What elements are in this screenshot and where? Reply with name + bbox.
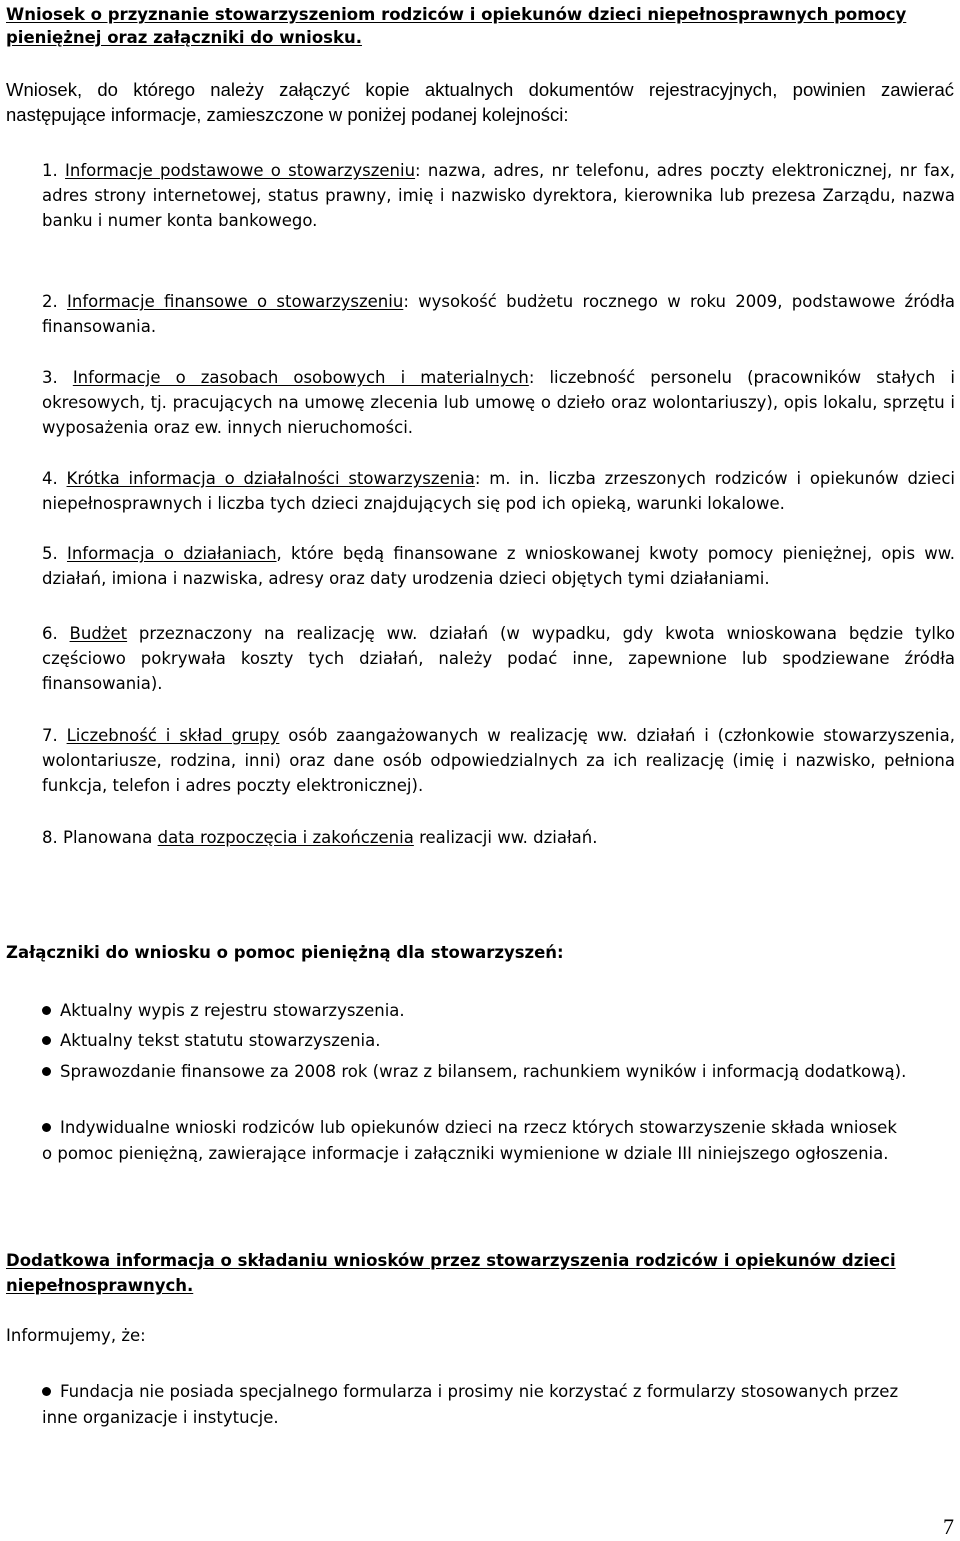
attachments-heading: Załączniki do wniosku o pomoc pieniężną dla stowarzyszeń: bbox=[6, 943, 564, 962]
item-heading: data rozpoczęcia i zakończenia bbox=[157, 828, 414, 847]
item-text: : nazwa, adres, nr telefonu, adres poczty elektronicznej, nr fax, adres strony internetowej, status prawny, imię i nazwisko dyrektora, kierownika lub prezesa Zarządu, nazwa banku i numer konta bankowego. bbox=[42, 161, 955, 230]
document-title: Wniosek o przyznanie stowarzyszeniom rodziców i opiekunów dzieci niepełnosprawnych pomocy pieniężnej oraz załączniki do wniosku. bbox=[6, 5, 907, 47]
list-item-3 bbox=[42, 365, 955, 440]
item-text: , które będą finansowane z wnioskowanej kwoty pomocy pieniężnej, opis ww. działań, imiona i nazwiska, adresy oraz daty urodzenia dzieci objętych tymi działaniami. bbox=[42, 544, 955, 588]
item-number: 6. bbox=[42, 624, 58, 643]
list-item-1 bbox=[42, 158, 955, 233]
item-text: przeznaczony na realizację ww. działań (w wypadku, gdy kwota wnioskowana będzie tylko częściowo pokrywała koszty tych działań, należy podać inne, zapewnione lub spodziewane źródła finansowania). bbox=[42, 624, 955, 693]
attachment-bullet-3 bbox=[42, 1059, 912, 1085]
list-item-6 bbox=[42, 621, 955, 696]
item-heading: Informacje finansowe o stowarzyszeniu bbox=[67, 292, 404, 311]
item-text: realizacji ww. działań. bbox=[413, 828, 598, 847]
item-number: 4. bbox=[42, 469, 58, 488]
item-number: 2. bbox=[42, 292, 58, 311]
item-text: : wysokość budżetu rocznego w roku 2009, podstawowe źródła finansowania. bbox=[42, 292, 955, 336]
item-number: 5. bbox=[42, 544, 58, 563]
attachment-bullet-4 bbox=[42, 1115, 912, 1167]
bullet-dot-icon bbox=[42, 1123, 51, 1132]
bullet-text: Aktualny tekst statutu stowarzyszenia. bbox=[60, 1031, 381, 1050]
item-heading: Informacja o działaniach bbox=[66, 544, 277, 563]
intro-paragraph: Wniosek, do którego należy załączyć kopie aktualnych dokumentów rejestracyjnych, powinien zawierać następujące informacje, zamieszczone w poniżej podanej kolejności: bbox=[6, 79, 954, 125]
bullet-text: Indywidualne wnioski rodziców lub opiekunów dzieci na rzecz których stowarzyszenie składa wniosek o pomoc pieniężną, zawierające informacje i załączniki wymienione w dziale III niniejszego ogłoszenia. bbox=[42, 1118, 897, 1163]
list-item-8 bbox=[42, 825, 955, 850]
bullet-dot-icon bbox=[42, 1006, 51, 1015]
item-text: osób zaangażowanych w realizację ww. działań i (członkowie stowarzyszenia, wolontariusze, rodzina, inni) oraz dane osób odpowiedzialnych za ich realizację (imię i nazwisko, pełniona funkcja, telefon i adres poczty elektronicznej). bbox=[42, 726, 955, 795]
item-number: 8. bbox=[42, 828, 58, 847]
bullet-dot-icon bbox=[42, 1067, 51, 1076]
list-item-4 bbox=[42, 466, 955, 516]
item-number: 7. bbox=[42, 726, 58, 745]
list-item-7 bbox=[42, 723, 955, 798]
list-item-2 bbox=[42, 289, 955, 339]
bullet-text: Sprawozdanie finansowe za 2008 rok (wraz z bilansem, rachunkiem wyników i informacją dodatkową). bbox=[60, 1062, 907, 1081]
item-heading: Krótka informacja o działalności stowarzyszenia bbox=[66, 469, 475, 488]
info-bullet-1 bbox=[42, 1379, 912, 1431]
page-number: 7 bbox=[943, 1514, 954, 1539]
item-heading: Informacje podstawowe o stowarzyszeniu bbox=[65, 161, 416, 180]
item-heading: Informacje o zasobach osobowych i materialnych bbox=[72, 368, 529, 387]
attachment-bullet-2 bbox=[42, 1028, 912, 1054]
attachment-bullet-1 bbox=[42, 998, 912, 1024]
bullet-dot-icon bbox=[42, 1036, 51, 1045]
bullet-text: Aktualny wypis z rejestru stowarzyszenia. bbox=[60, 1001, 405, 1020]
bullet-text: Fundacja nie posiada specjalnego formularza i prosimy nie korzystać z formularzy stosowanych przez inne organizacje i instytucje. bbox=[42, 1382, 899, 1427]
item-heading: Liczebność i skład grupy bbox=[66, 726, 280, 745]
list-item-5 bbox=[42, 541, 955, 591]
bullet-dot-icon bbox=[42, 1387, 51, 1396]
additional-info-heading: Dodatkowa informacja o składaniu wniosków przez stowarzyszenia rodziców i opiekunów dzieci niepełnosprawnych. bbox=[6, 1251, 896, 1295]
item-text: : liczebność personelu (pracowników stałych i okresowych, tj. pracujących na umowę zlecenia lub umowę o dzieło oraz wolontariuszy), opis lokalu, sprzętu i wyposażenia oraz ew. innych nieruchomości. bbox=[42, 368, 955, 437]
item-text: : m. in. liczba zrzeszonych rodziców i opiekunów dzieci niepełnosprawnych i liczba tych dzieci znajdujących się pod ich opieką, warunki lokalowe. bbox=[42, 469, 955, 513]
item-heading: Budżet bbox=[69, 624, 128, 643]
inform-text: Informujemy, że: bbox=[6, 1326, 146, 1345]
item-number: 1. bbox=[42, 161, 58, 180]
item-prefix: Planowana bbox=[63, 828, 158, 847]
item-number: 3. bbox=[42, 368, 58, 387]
